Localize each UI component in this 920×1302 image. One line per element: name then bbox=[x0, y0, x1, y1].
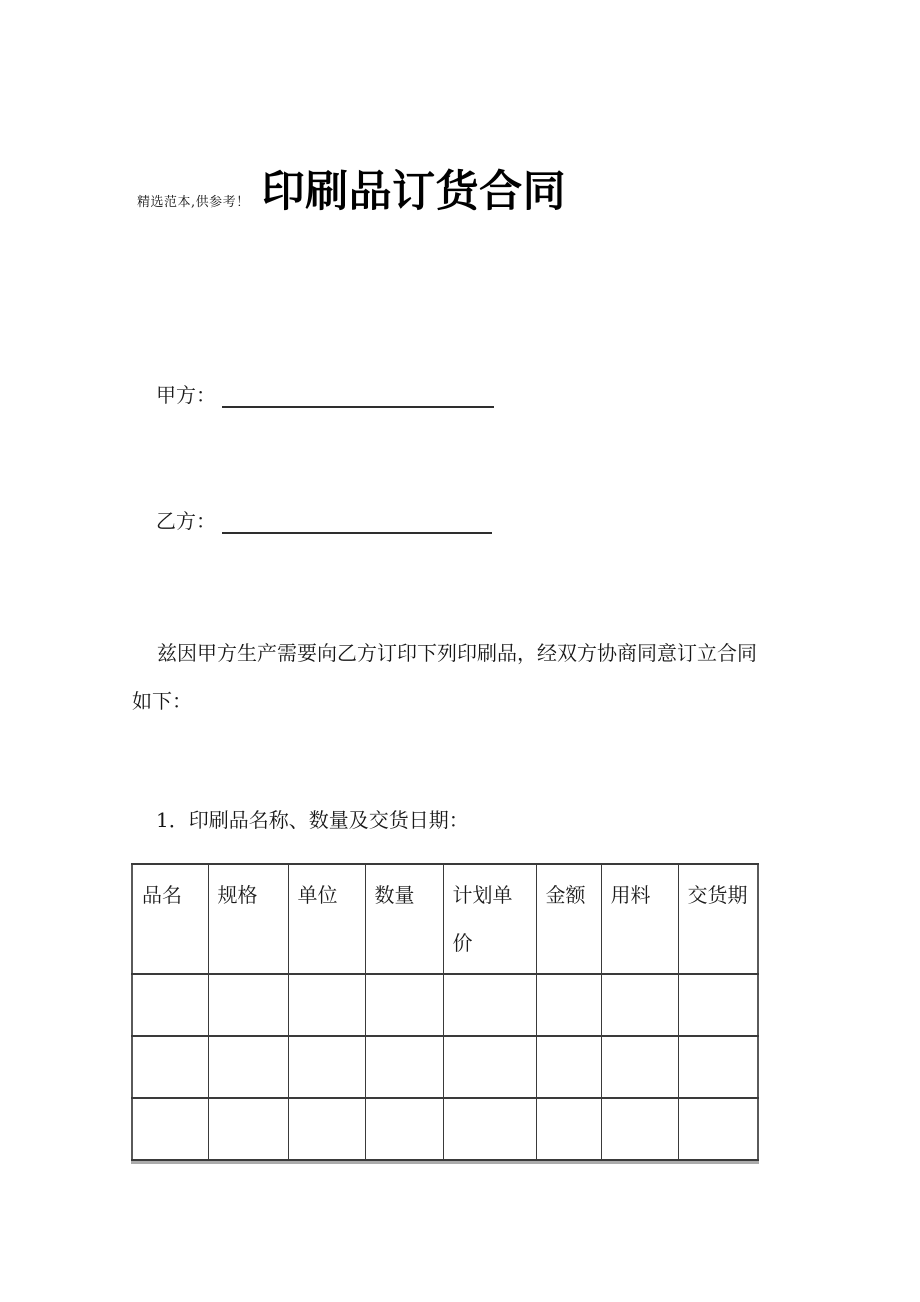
order-items-table bbox=[131, 863, 759, 1161]
col-header-material: 用料 bbox=[601, 864, 678, 974]
sample-note: 精选范本,供参考！ bbox=[137, 195, 250, 210]
table-cell-empty[interactable] bbox=[536, 1036, 601, 1098]
table-cell-empty[interactable] bbox=[288, 1098, 365, 1160]
col-header-unit: 单位 bbox=[288, 864, 365, 974]
table-cell-empty[interactable] bbox=[365, 974, 443, 1036]
table-row bbox=[132, 1098, 758, 1160]
table-cell-empty[interactable] bbox=[132, 1036, 208, 1098]
party-a-label: 甲方： bbox=[156, 383, 216, 407]
table-row bbox=[132, 974, 758, 1036]
intro-line-2: 如下： bbox=[132, 689, 192, 713]
party-a-blank-field[interactable] bbox=[222, 385, 494, 408]
party-a-line bbox=[156, 379, 494, 408]
col-header-delivery-date: 交货期 bbox=[678, 864, 758, 974]
table-cell-empty[interactable] bbox=[601, 1036, 678, 1098]
table-cell-empty[interactable] bbox=[208, 974, 288, 1036]
table-row bbox=[132, 1036, 758, 1098]
table-cell-empty[interactable] bbox=[536, 1098, 601, 1160]
table-cell-empty[interactable] bbox=[678, 1036, 758, 1098]
col-header-quantity: 数量 bbox=[365, 864, 443, 974]
party-b-line bbox=[156, 505, 492, 534]
table-cell-empty[interactable] bbox=[288, 974, 365, 1036]
table-cell-empty[interactable] bbox=[132, 974, 208, 1036]
col-header-planned-unit-price: 计划单价 bbox=[443, 864, 536, 974]
page-title: 印刷品订货合同 bbox=[261, 167, 567, 217]
table-header-row bbox=[132, 864, 758, 974]
table-cell-empty[interactable] bbox=[365, 1098, 443, 1160]
col-header-amount: 金额 bbox=[536, 864, 601, 974]
document-heading bbox=[137, 158, 566, 219]
party-b-label: 乙方： bbox=[156, 509, 216, 533]
table-cell-empty[interactable] bbox=[208, 1098, 288, 1160]
table-cell-empty[interactable] bbox=[288, 1036, 365, 1098]
table-cell-empty[interactable] bbox=[601, 974, 678, 1036]
section-1-heading: 1．印刷品名称、数量及交货日期： bbox=[156, 808, 469, 832]
table-cell-empty[interactable] bbox=[443, 1098, 536, 1160]
table-cell-empty[interactable] bbox=[678, 1098, 758, 1160]
party-b-blank-field[interactable] bbox=[222, 511, 492, 534]
intro-line-1: 兹因甲方生产需要向乙方订印下列印刷品，经双方协商同意订立合同 bbox=[157, 641, 757, 665]
col-header-spec: 规格 bbox=[208, 864, 288, 974]
table-cell-empty[interactable] bbox=[365, 1036, 443, 1098]
table-cell-empty[interactable] bbox=[208, 1036, 288, 1098]
table-cell-empty[interactable] bbox=[443, 974, 536, 1036]
table-cell-empty[interactable] bbox=[536, 974, 601, 1036]
intro-paragraph bbox=[132, 629, 792, 725]
table-cell-empty[interactable] bbox=[132, 1098, 208, 1160]
table-cell-empty[interactable] bbox=[443, 1036, 536, 1098]
table-cell-empty[interactable] bbox=[601, 1098, 678, 1160]
table-cell-empty[interactable] bbox=[678, 974, 758, 1036]
col-header-product-name: 品名 bbox=[132, 864, 208, 974]
